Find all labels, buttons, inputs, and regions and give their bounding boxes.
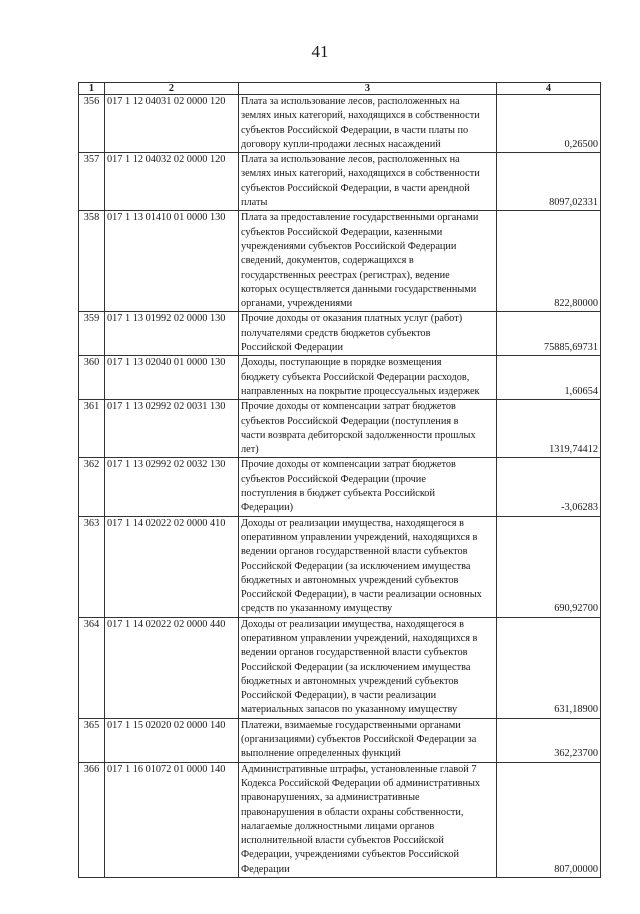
- budget-code: 017 1 15 02020 02 0000 140: [105, 718, 239, 762]
- amount-value: 1319,74412: [497, 400, 601, 458]
- description-line: получателями средств бюджетов субъектов: [241, 327, 431, 339]
- description-line: Федерации: [241, 863, 290, 875]
- row-number: 362: [79, 458, 105, 516]
- description-line: Российской Федерации), в части реализации: [241, 690, 437, 702]
- revenue-description: [239, 211, 497, 312]
- description-line: Платежи, взимаемые государственными органами: [241, 719, 461, 731]
- description-line: Плата за использование лесов, расположенных на: [241, 154, 460, 166]
- description-line: выполнение определенных функций: [241, 748, 401, 760]
- description-line: учреждениями субъектов Российской Федерации: [241, 240, 457, 252]
- revenue-description: [239, 95, 497, 153]
- amount-value: 807,00000: [497, 762, 601, 877]
- revenue-description: [239, 617, 497, 718]
- table-row: [79, 516, 601, 617]
- description-line: налагаемые должностными лицами органов: [241, 820, 435, 832]
- revenue-description: [239, 153, 497, 211]
- description-line: которых осуществляется данными государственными: [241, 283, 477, 295]
- description-line: бюджетных и автономных учреждений субъектов: [241, 574, 459, 586]
- description-line: Российской Федерации (за исключением имущества: [241, 560, 471, 572]
- amount-value: 631,18900: [497, 617, 601, 718]
- description-line: сведений, документов, содержащихся в: [241, 255, 414, 267]
- description-line: Федерации): [241, 502, 294, 514]
- budget-code: 017 1 16 01072 01 0000 140: [105, 762, 239, 877]
- description-line: субъектов Российской Федерации, казенными: [241, 226, 443, 238]
- revenue-description: [239, 356, 497, 400]
- row-number: 356: [79, 95, 105, 153]
- row-number: 360: [79, 356, 105, 400]
- amount-value: 8097,02331: [497, 153, 601, 211]
- description-line: субъектов Российской Федерации, в части арендной: [241, 182, 470, 194]
- table-row: [79, 95, 601, 153]
- description-line: Прочие доходы от компенсации затрат бюджетов: [241, 401, 456, 413]
- description-line: оперативном управлении учреждений, находящихся в: [241, 632, 478, 644]
- revenue-description: [239, 718, 497, 762]
- column-header: 3: [239, 83, 497, 95]
- description-line: бюджетных и автономных учреждений субъектов: [241, 675, 459, 687]
- amount-value: 75885,69731: [497, 312, 601, 356]
- table-row: [79, 762, 601, 877]
- description-line: Кодекса Российской Федерации об административных: [241, 777, 481, 789]
- description-line: Прочие доходы от оказания платных услуг (работ): [241, 313, 463, 325]
- row-number: 358: [79, 211, 105, 312]
- description-line: ведении органов государственной власти субъектов: [241, 647, 468, 659]
- table-row: [79, 400, 601, 458]
- amount-value: -3,06283: [497, 458, 601, 516]
- table-row: [79, 617, 601, 718]
- column-header: 1: [79, 83, 105, 95]
- revenue-description: [239, 458, 497, 516]
- table-row: [79, 458, 601, 516]
- description-line: Российской Федерации), в части реализации основных: [241, 589, 482, 601]
- row-number: 364: [79, 617, 105, 718]
- description-line: бюджету субъекта Российской Федерации расходов,: [241, 371, 470, 383]
- row-number: 363: [79, 516, 105, 617]
- description-line: Доходы от реализации имущества, находящегося в: [241, 618, 464, 630]
- amount-value: 690,92700: [497, 516, 601, 617]
- description-line: правонарушениях, за административные: [241, 792, 420, 804]
- description-line: землях иных категорий, находящихся в собственности: [241, 110, 480, 122]
- row-number: 361: [79, 400, 105, 458]
- description-line: договору купли-продажи лесных насаждений: [241, 138, 441, 150]
- column-header: 2: [105, 83, 239, 95]
- description-line: Российской Федерации (за исключением имущества: [241, 661, 471, 673]
- description-line: платы: [241, 197, 268, 209]
- description-line: субъектов Российской Федерации (прочие: [241, 473, 426, 485]
- row-number: 359: [79, 312, 105, 356]
- amount-value: 1,60654: [497, 356, 601, 400]
- description-line: Федерации, учреждениями субъектов Российской: [241, 849, 459, 861]
- description-line: Прочие доходы от компенсации затрат бюджетов: [241, 459, 456, 471]
- budget-code: 017 1 13 01992 02 0000 130: [105, 312, 239, 356]
- description-line: материальных запасов по указанному имуществу: [241, 704, 458, 716]
- budget-code: 017 1 14 02022 02 0000 410: [105, 516, 239, 617]
- description-line: Доходы от реализации имущества, находящегося в: [241, 517, 464, 529]
- description-line: ведении органов государственной власти субъектов: [241, 546, 468, 558]
- description-line: государственных реестрах (регистрах), ведение: [241, 269, 450, 281]
- budget-code: 017 1 13 02992 02 0032 130: [105, 458, 239, 516]
- description-line: направленных на покрытие процессуальных издержек: [241, 385, 480, 397]
- revenue-description: [239, 762, 497, 877]
- budget-code: 017 1 12 04031 02 0000 120: [105, 95, 239, 153]
- revenue-description: [239, 312, 497, 356]
- revenue-description: [239, 516, 497, 617]
- revenue-table: [78, 82, 601, 878]
- amount-value: 0,26500: [497, 95, 601, 153]
- budget-code: 017 1 13 02992 02 0031 130: [105, 400, 239, 458]
- description-line: правонарушения в области охраны собственности,: [241, 806, 464, 818]
- amount-value: 362,23700: [497, 718, 601, 762]
- description-line: Административные штрафы, установленные главой 7: [241, 763, 477, 775]
- table-row: [79, 718, 601, 762]
- description-line: Доходы, поступающие в порядке возмещения: [241, 357, 442, 369]
- table-header-row: [79, 83, 601, 95]
- budget-code: 017 1 12 04032 02 0000 120: [105, 153, 239, 211]
- description-line: лет): [241, 444, 259, 456]
- description-line: субъектов Российской Федерации (поступления в: [241, 415, 459, 427]
- description-line: поступления в бюджет субъекта Российской: [241, 488, 435, 500]
- column-header: 4: [497, 83, 601, 95]
- revenue-description: [239, 400, 497, 458]
- description-line: землях иных категорий, находящихся в собственности: [241, 168, 480, 180]
- description-line: органами, учреждениями: [241, 298, 353, 310]
- page-number: 41: [311, 42, 329, 61]
- description-line: исполнительной власти субъектов Российской: [241, 835, 444, 847]
- table-row: [79, 211, 601, 312]
- description-line: части возврата дебиторской задолженности прошлых: [241, 429, 476, 441]
- budget-code: 017 1 13 01410 01 0000 130: [105, 211, 239, 312]
- amount-value: 822,80000: [497, 211, 601, 312]
- row-number: 366: [79, 762, 105, 877]
- row-number: 357: [79, 153, 105, 211]
- table-row: [79, 153, 601, 211]
- table-row: [79, 356, 601, 400]
- description-line: Плата за использование лесов, расположенных на: [241, 96, 460, 107]
- description-line: субъектов Российской Федерации, в части платы по: [241, 124, 469, 136]
- description-line: оперативном управлении учреждений, находящихся в: [241, 531, 478, 543]
- description-line: средств по указанному имуществу: [241, 603, 393, 615]
- description-line: Плата за предоставление государственными органами: [241, 212, 479, 224]
- row-number: 365: [79, 718, 105, 762]
- budget-code: 017 1 13 02040 01 0000 130: [105, 356, 239, 400]
- description-line: (организациями) субъектов Российской Федерации за: [241, 734, 477, 746]
- budget-code: 017 1 14 02022 02 0000 440: [105, 617, 239, 718]
- table-row: [79, 312, 601, 356]
- description-line: Российской Федерации: [241, 342, 343, 354]
